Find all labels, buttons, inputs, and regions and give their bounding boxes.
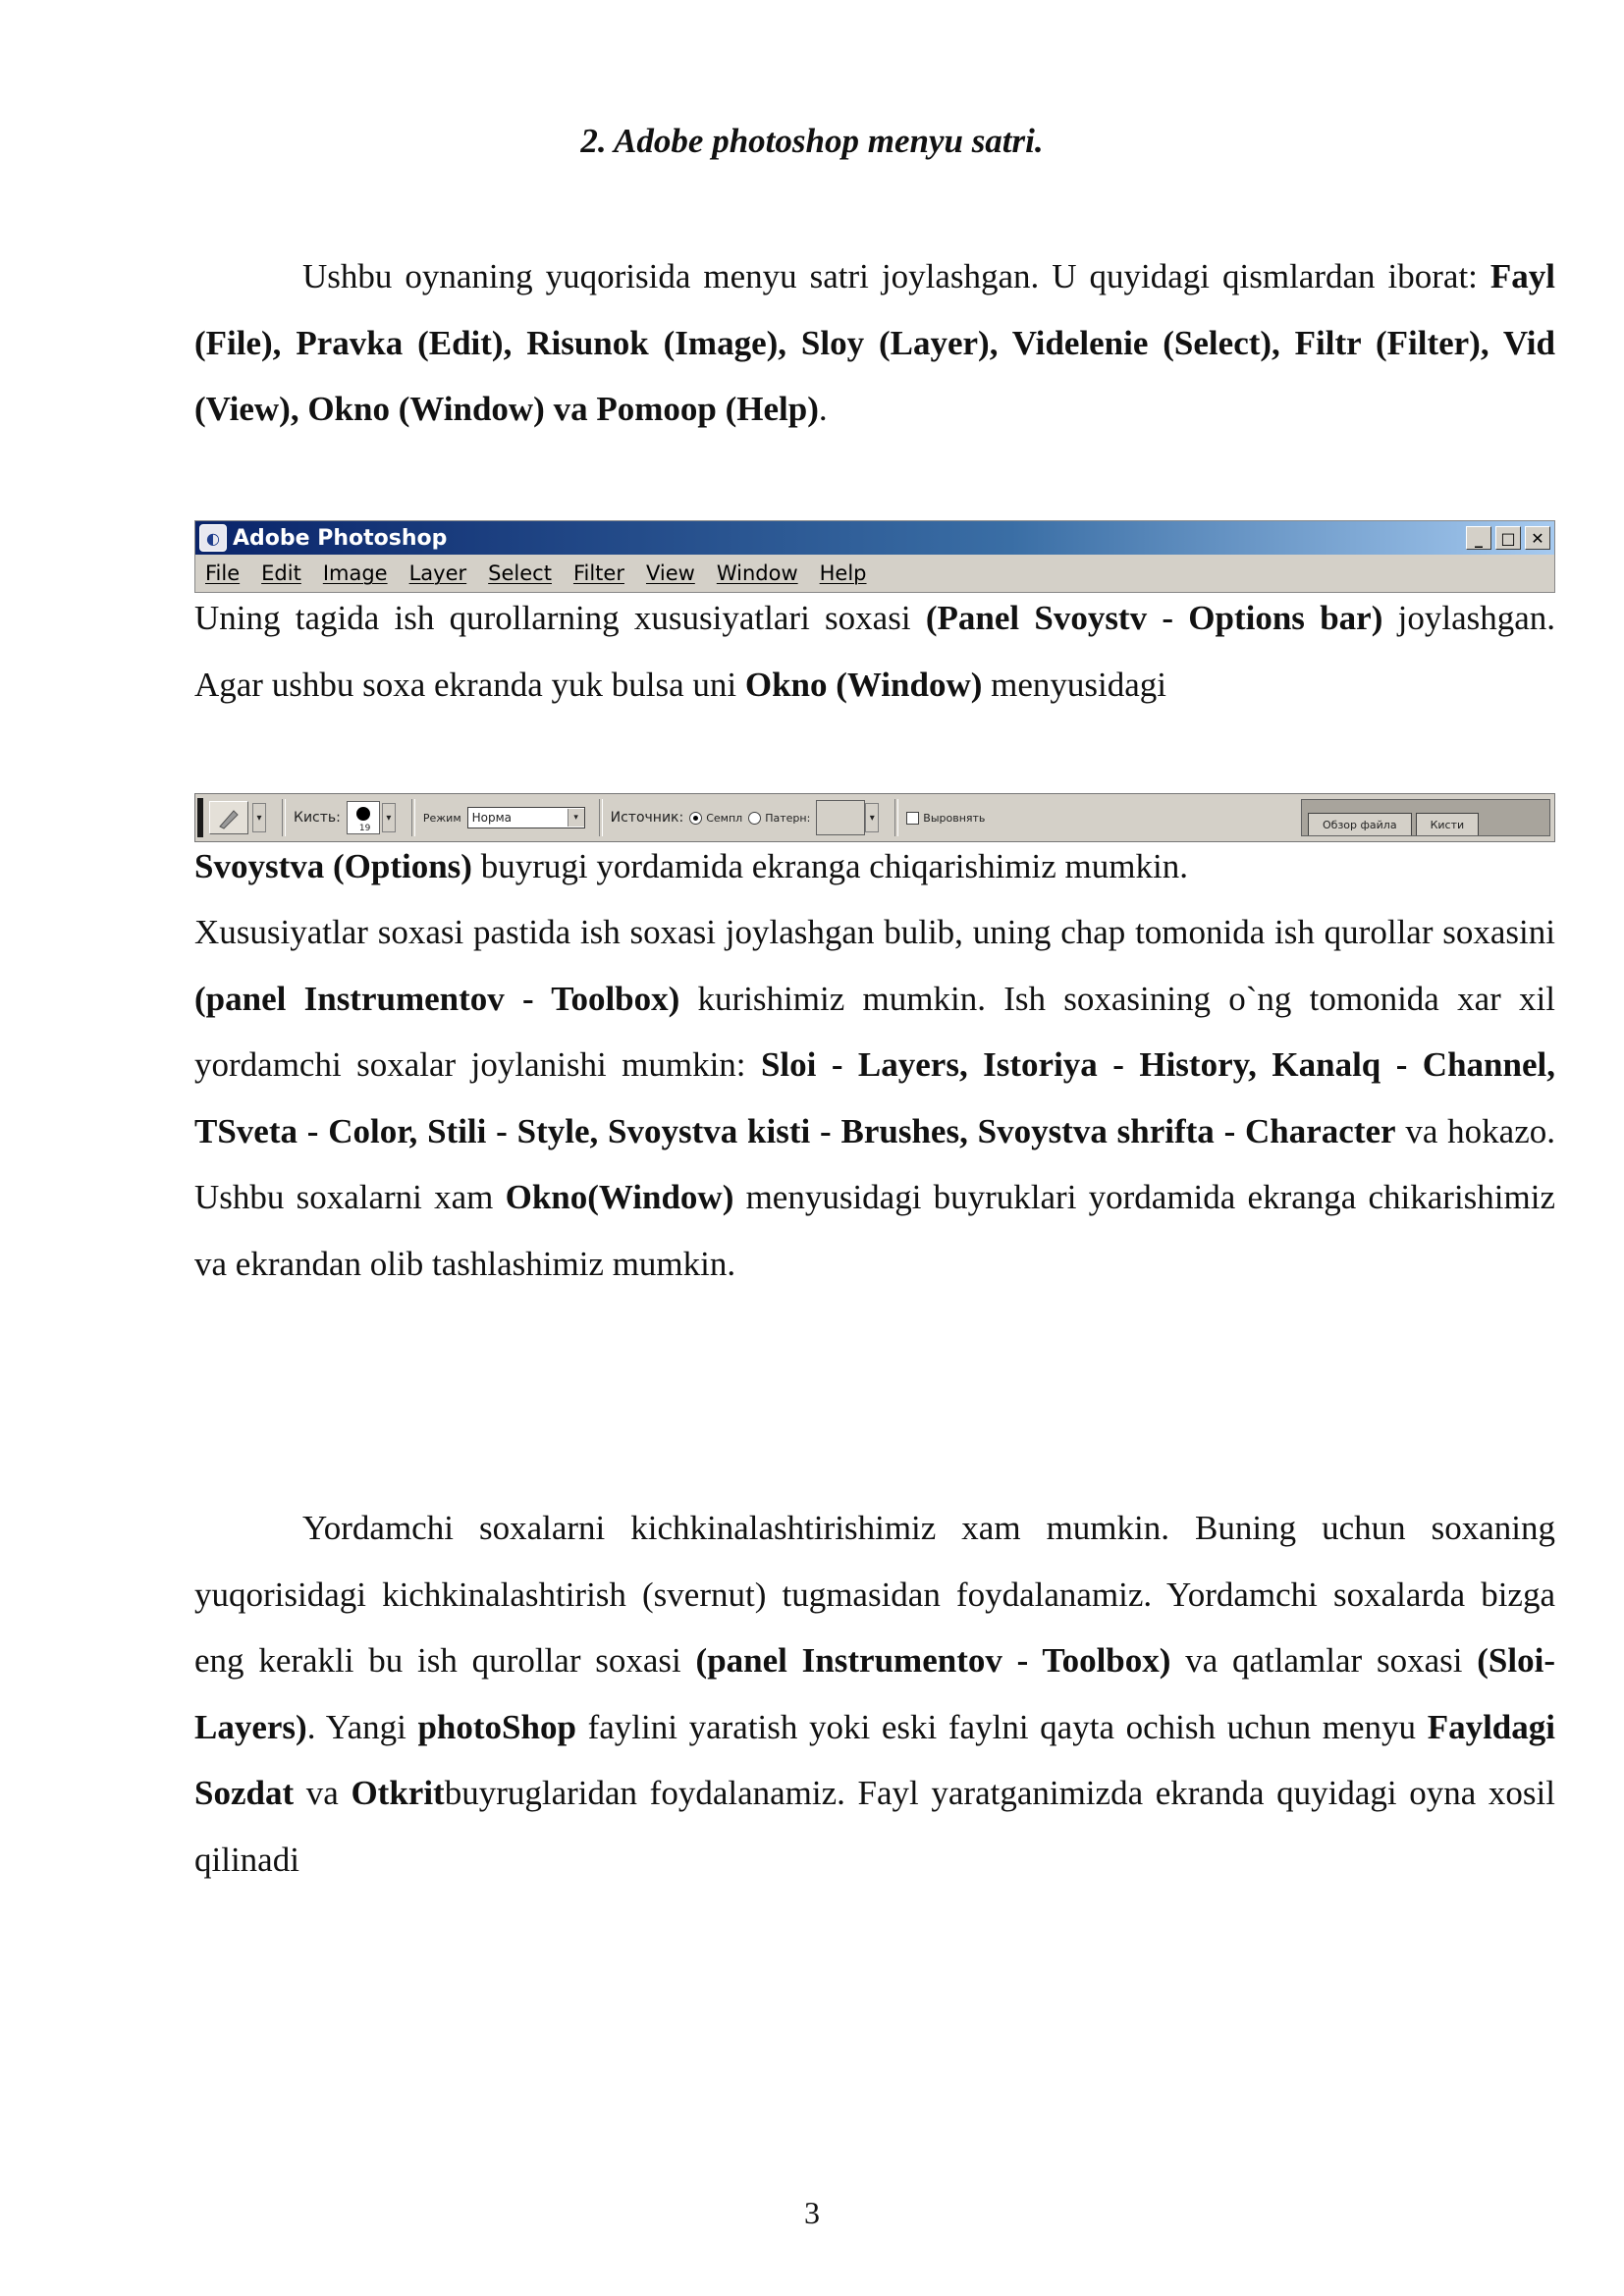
menu-view[interactable]: View bbox=[645, 561, 695, 585]
chevron-down-icon[interactable]: ▾ bbox=[382, 803, 396, 832]
brush-label: Кисть: bbox=[294, 810, 341, 826]
mode-label: Режим bbox=[422, 811, 461, 825]
maximize-icon[interactable]: □ bbox=[1495, 526, 1521, 550]
photoshop-bold: photoShop bbox=[417, 1707, 576, 1746]
toolbox-bold: (panel Instrumentov - Toolbox) bbox=[695, 1641, 1171, 1680]
radio-pattern[interactable] bbox=[748, 812, 761, 825]
minimize-icon[interactable]: _ bbox=[1466, 526, 1491, 550]
radio-sampled[interactable] bbox=[689, 812, 702, 825]
menu-help[interactable]: Help bbox=[819, 561, 867, 585]
paragraph-text: faylini yaratish yoki eski faylni qayta ochish uchun menyu bbox=[575, 1707, 1428, 1746]
paragraph-text: menyusidagi bbox=[982, 665, 1166, 704]
chevron-down-icon: ▾ bbox=[568, 809, 584, 827]
chevron-down-icon[interactable]: ▾ bbox=[865, 803, 879, 832]
options-command-bold: Svoystva (Options) bbox=[194, 847, 472, 885]
tab-brushes[interactable]: Кисти bbox=[1416, 813, 1480, 835]
pattern-picker[interactable] bbox=[816, 800, 865, 835]
toolbox-bold: (panel Instrumentov - Toolbox) bbox=[194, 979, 680, 1018]
section-heading: 2. Adobe photoshop menyu satri. bbox=[580, 122, 1044, 160]
paragraph-text: menyusidagi buyruklari yordamida ekranga chikarishimiz va ekrandan olib tashlashimiz mumkin. bbox=[194, 1178, 1556, 1283]
window-menu-bold: Okno(Window) bbox=[505, 1178, 734, 1216]
menu-layer[interactable]: Layer bbox=[408, 561, 467, 585]
window-menu-bold: Okno (Window) bbox=[744, 665, 983, 704]
menu-file[interactable]: File bbox=[205, 561, 241, 585]
menu-image[interactable]: Image bbox=[322, 561, 388, 585]
paragraph-minimize bbox=[194, 1495, 1555, 1893]
photoshop-window-screenshot bbox=[194, 520, 1555, 593]
file-new-bold: Fayldagi Sozdat bbox=[194, 1707, 1555, 1812]
open-bold: Otkrit bbox=[351, 1774, 445, 1812]
paragraph-text: Ushbu oynaning yuqorisida menyu satri joylashgan. U quyidagi qismlardan iborat: bbox=[302, 257, 1490, 295]
menu-edit[interactable]: Edit bbox=[261, 561, 301, 585]
paragraph-workspace bbox=[194, 899, 1555, 1297]
paragraph-text: va qatlamlar soxasi bbox=[1170, 1641, 1478, 1680]
palette-well bbox=[1301, 799, 1550, 836]
menu-select[interactable]: Select bbox=[488, 561, 552, 585]
radio-sampled-label: Семпл bbox=[706, 811, 743, 825]
options-bar-bold: (Panel Svoystv - Options bar) bbox=[925, 599, 1383, 637]
paragraph-text: Uning tagida ish qurollarning xususiyatlari soxasi bbox=[194, 599, 926, 637]
brush-size: 19 bbox=[358, 824, 371, 833]
aligned-checkbox[interactable] bbox=[906, 812, 919, 825]
paragraph-text: va bbox=[294, 1774, 352, 1812]
paragraph-text: buyruglaridan foydalanamiz. Fayl yaratganimizda ekranda quyidagi oyna xosil qilinadi bbox=[194, 1774, 1555, 1879]
paragraph-text: joylashgan. Agar ushbu soxa ekranda yuk bulsa uni bbox=[194, 599, 1556, 704]
mode-value: Норма bbox=[471, 811, 513, 825]
chevron-down-icon[interactable]: ▾ bbox=[252, 803, 266, 832]
photoshop-logo-icon: ◐ bbox=[199, 524, 227, 552]
panels-list-bold: Sloi - Layers, Istoriya - History, Kanalq - Channel, TSveta - Color, Stili - Style, Svoystva kisti - Brushes, Svoystva shrifta - Character bbox=[194, 1045, 1555, 1150]
radio-pattern-label: Патерн: bbox=[765, 811, 811, 825]
paragraph-text: kurishimiz mumkin. Ish soxasining o`ng tomonida xar xil yordamchi soxalar joylanishi mumkin: bbox=[194, 979, 1555, 1084]
brush-picker[interactable] bbox=[347, 801, 380, 834]
photoshop-title-bar bbox=[195, 521, 1554, 555]
close-icon[interactable]: ✕ bbox=[1525, 526, 1550, 550]
window-title: Adobe Photoshop bbox=[233, 525, 448, 551]
layers-bold: (Sloi- Layers) bbox=[194, 1641, 1555, 1746]
source-label: Источник: bbox=[610, 810, 684, 826]
paragraph-menu-intro bbox=[194, 243, 1555, 443]
toolbar-grip[interactable] bbox=[197, 798, 203, 837]
paragraph-text: va hokazo. Ushbu soxalarni xam bbox=[194, 1111, 1555, 1216]
paragraph-options-bar bbox=[194, 585, 1555, 718]
stamp-tool-icon bbox=[216, 805, 242, 830]
aligned-label: Выровнять bbox=[923, 811, 986, 825]
paragraph-text: . bbox=[818, 390, 828, 428]
menu-window[interactable]: Window bbox=[716, 561, 798, 585]
tab-file-browser[interactable]: Обзор файла bbox=[1308, 813, 1412, 835]
mode-select[interactable] bbox=[467, 807, 585, 828]
tool-preset-button[interactable] bbox=[209, 801, 248, 834]
page-number: 3 bbox=[804, 2195, 820, 2230]
paragraph-text: buyrugi yordamida ekranga chiqarishimiz mumkin. bbox=[471, 847, 1188, 885]
paragraph-text: . Yangi bbox=[306, 1707, 418, 1746]
paragraph-text: Xususiyatlar soxasi pastida ish soxasi joylashgan bulib, uning chap tomonida ish qurollar soxasini bbox=[194, 913, 1555, 951]
menu-list-bold: Fayl (File), Pravka (Edit), Risunok (Image), Sloy (Layer), Videlenie (Select), Filtr (Filter), Vid (View), Okno (Window) va Pomoop (Help) bbox=[194, 257, 1555, 428]
paragraph-options-command bbox=[194, 833, 1555, 900]
menu-filter[interactable]: Filter bbox=[572, 561, 624, 585]
paragraph-text: Yordamchi soxalarni kichkinalashtirishimiz xam mumkin. Buning uchun soxaning yuqorisidagi kichkinalashtirish (svernut) tugmasidan foydalanamiz. Yordamchi soxalarda bizga eng kerakli bu ish qurollar soxasi bbox=[194, 1509, 1555, 1680]
